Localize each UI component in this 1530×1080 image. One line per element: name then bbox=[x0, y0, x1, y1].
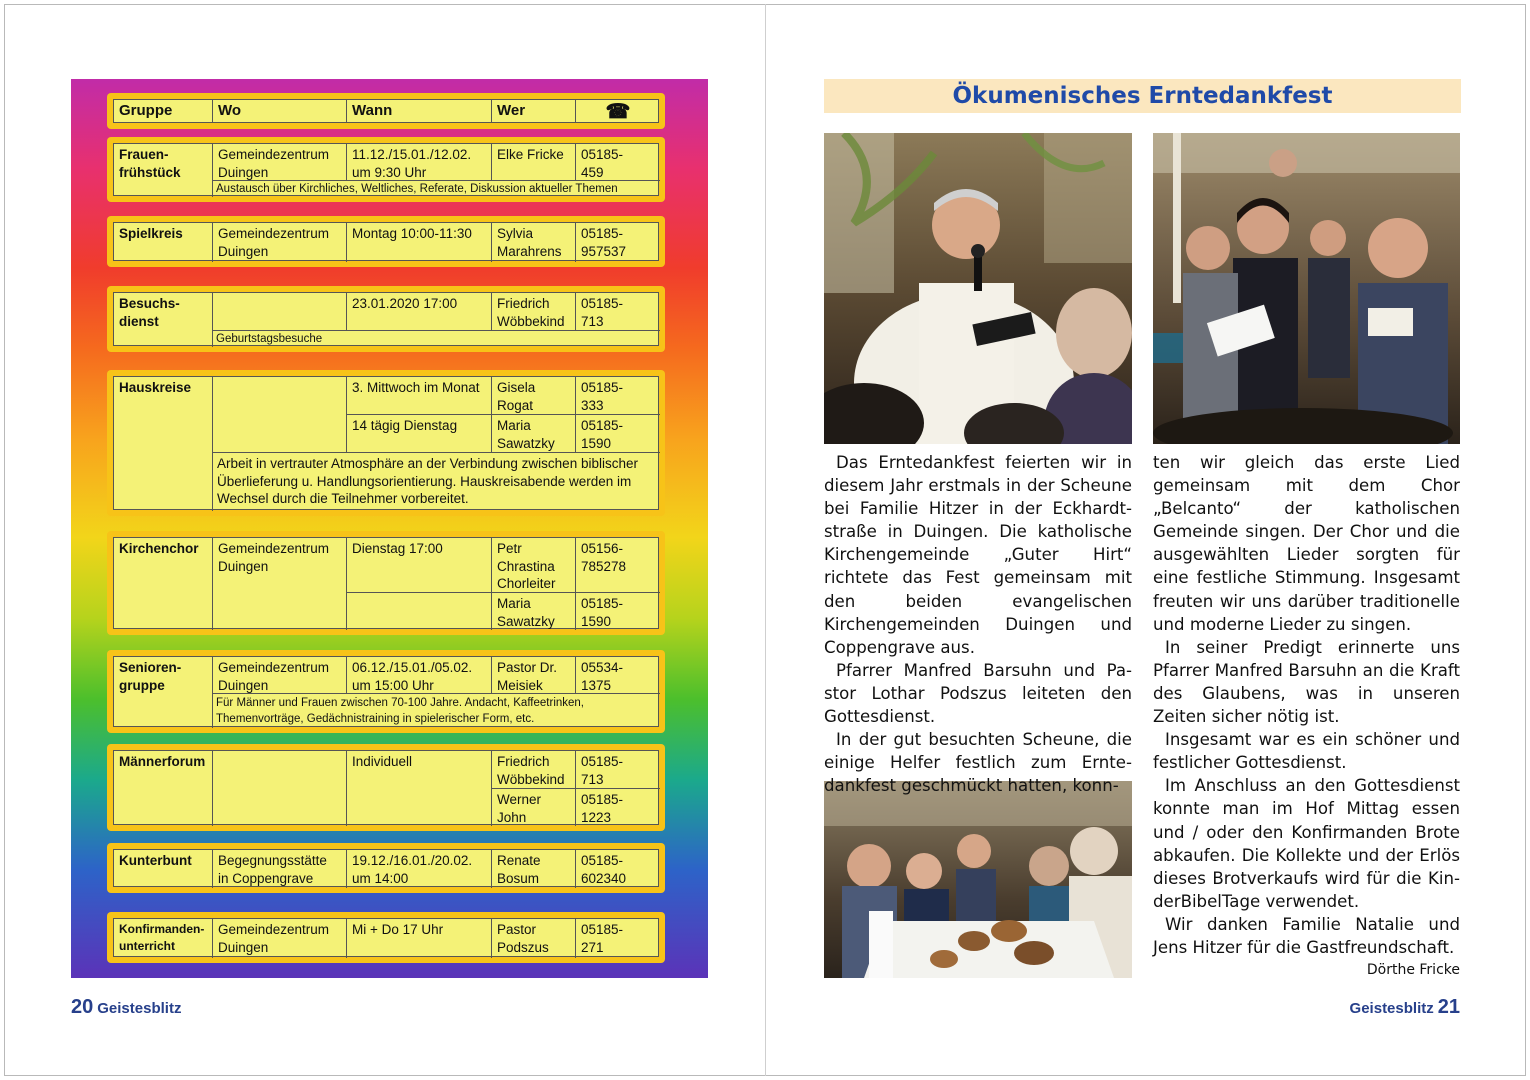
article-column-1 bbox=[824, 451, 1132, 797]
group-phone: 05534- 1375 bbox=[576, 657, 660, 694]
header-when: Wann bbox=[347, 100, 492, 122]
page-number-right: 21 bbox=[1437, 996, 1460, 1018]
header-who: Wer bbox=[492, 100, 576, 122]
group-name: Spielkreis bbox=[114, 223, 213, 262]
group-card-maennerforum bbox=[107, 744, 665, 831]
group-where: Gemeindezentrum Duingen bbox=[213, 144, 347, 181]
group-phone: 05185- 713 bbox=[576, 751, 660, 789]
photo-priest bbox=[824, 133, 1132, 444]
group-who: Petr Chrastina Chorleiter bbox=[492, 538, 576, 593]
group-who: Friedrich Wöbbekind bbox=[492, 293, 576, 331]
group-phone: 05185- 602340 bbox=[581, 853, 627, 886]
group-when: 19.12./16.01./20.02. um 14:00 bbox=[347, 850, 492, 888]
group-name: Kunterbunt bbox=[114, 850, 213, 888]
group-when: Individuell bbox=[347, 751, 492, 826]
footer-right bbox=[1350, 996, 1460, 1019]
article-paragraph: Das Erntedankfest feierten wir in diesem Jahr erstmals in der Scheune bei Familie Hitzer in der Eckhardtstraße in Duingen. Die katholische Kirchengemeinde „Guter Hirt“ richtete das Fest gemeinsam mit den beiden evangelischen Kirchengemeinden Duingen und Coppengrave aus. bbox=[824, 453, 1132, 657]
article-title: Ökumenisches Erntedankfest bbox=[952, 83, 1333, 109]
group-note: Für Männer und Frauen zwischen 70-100 Jahre. Andacht, Kaffeetrinken, Themenvorträge, Gedächnistraining in spielerischer Form, etc. bbox=[216, 697, 585, 725]
header-group: Gruppe bbox=[114, 100, 213, 122]
group-phone: 05185- 271 bbox=[581, 922, 624, 955]
group-when: Dienstag 17:00 bbox=[347, 538, 492, 593]
group-who-2: Maria Sawatzky bbox=[492, 415, 576, 453]
phone-icon: ☎ bbox=[605, 101, 631, 123]
group-where: Gemeindezentrum Duingen bbox=[213, 919, 347, 958]
table-header bbox=[113, 99, 659, 123]
group-card-hauskreise bbox=[107, 370, 665, 516]
group-where: Gemeindezentrum Duingen bbox=[213, 538, 347, 630]
photo-bread-sale bbox=[824, 781, 1132, 978]
group-card-konfirmandenunterricht bbox=[107, 912, 665, 963]
group-where: Gemeindezentrum Duingen bbox=[213, 223, 347, 262]
group-phone: 05185- 333 bbox=[576, 377, 660, 415]
header-phone bbox=[576, 100, 660, 122]
article-paragraph: In seiner Predigt erinnerte uns Pfarrer Manfred Barsuhn an die Kraft des Glaubens, was in unseren Zeiten sicher nötig ist. bbox=[1153, 637, 1460, 727]
article-paragraph: Insgesamt war es ein schöner und festlicher Gottesdienst. bbox=[1153, 730, 1460, 773]
group-who: Friedrich Wöbbekind bbox=[492, 751, 576, 789]
group-phone-2: 05185- 1590 bbox=[581, 596, 624, 629]
group-card-spielkreis bbox=[107, 216, 665, 267]
group-when: 11.12./15.01./12.02. um 9:30 Uhr bbox=[347, 144, 492, 181]
group-card-besuchsdienst bbox=[107, 286, 665, 352]
magazine-name-left: Geistesblitz bbox=[97, 1000, 182, 1017]
group-when: Montag 10:00-11:30 bbox=[347, 223, 492, 262]
group-phone: 05185- 459 bbox=[576, 144, 660, 181]
group-phone: 05156- 785278 bbox=[576, 538, 660, 593]
group-note: Austausch über Kirchliches, Weltliches, Referate, Diskussion aktueller Themen bbox=[216, 183, 618, 195]
group-when: 3. Mittwoch im Monat bbox=[347, 377, 492, 415]
group-when: 06.12./15.01./05.02. um 15:00 Uhr bbox=[347, 657, 492, 694]
article-column-2 bbox=[1153, 451, 1460, 959]
group-phone-2: 05185- 1590 bbox=[576, 415, 660, 453]
group-name: Hauskreise bbox=[114, 377, 213, 511]
group-where: Gemeindezentrum Duingen bbox=[213, 657, 347, 694]
group-who: Pastor Podszus bbox=[492, 919, 576, 958]
magazine-name-right: Geistesblitz bbox=[1349, 1000, 1434, 1017]
article-title-bar bbox=[824, 79, 1461, 113]
group-phone-2: 05185- 1223 bbox=[581, 792, 624, 825]
group-when-2-empty bbox=[347, 593, 492, 630]
group-name: Besuchs- dienst bbox=[114, 293, 213, 347]
table-header-card bbox=[107, 93, 665, 129]
group-when: 23.01.2020 17:00 bbox=[347, 293, 492, 331]
group-card-kunterbunt bbox=[107, 843, 665, 893]
group-who-2: Maria Sawatzky bbox=[492, 593, 576, 630]
group-who: Elke Fricke bbox=[492, 144, 576, 181]
group-where bbox=[213, 751, 347, 826]
group-name: Frauen- frühstück bbox=[114, 144, 213, 197]
group-who: Gisela Rogat bbox=[492, 377, 576, 415]
group-card-kirchenchor bbox=[107, 531, 665, 635]
group-name: Männerforum bbox=[114, 751, 213, 826]
page-number-left: 20 bbox=[71, 996, 94, 1018]
photo-choir bbox=[1153, 133, 1460, 444]
group-card-frauenfruehstueck bbox=[107, 137, 665, 202]
article-paragraph: Pfarrer Manfred Barsuhn und Pastor Lothar Podszus leiteten den Gottesdienst. bbox=[824, 660, 1132, 727]
article-author: Dörthe Fricke bbox=[1366, 962, 1460, 978]
group-phone: 05185- 957537 bbox=[581, 226, 627, 259]
header-where: Wo bbox=[213, 100, 347, 122]
group-where bbox=[213, 293, 347, 331]
page-spine bbox=[765, 4, 766, 1076]
group-note: Geburtstagsbesuche bbox=[216, 333, 323, 345]
group-name: Konfirmanden- unterricht bbox=[114, 919, 213, 958]
group-where: Begegnungsstätte in Coppengrave bbox=[213, 850, 347, 888]
group-when-2: 14 tägig Dienstag bbox=[347, 415, 492, 453]
article-paragraph: ten wir gleich das erste Lied gemeinsam mit dem Chor „Belcanto“ der katholischen Gemeinde singen. Der Chor und die ausgewählten Lieder sorgten für eine festliche Stimmung. Insgesamt freuten wir uns darüber traditionelle und moderne Lieder zu singen. bbox=[1153, 453, 1460, 634]
group-when: Mi + Do 17 Uhr bbox=[347, 919, 492, 958]
article-paragraph: Wir danken Familie Natalie und Jens Hitzer für die Gastfreundschaft. bbox=[1153, 914, 1460, 957]
group-name: Senioren- gruppe bbox=[114, 657, 213, 728]
article-paragraph: In der gut besuchten Scheune, die einige Helfer festlich zum Erntedankfest geschmückt hatten, konn- bbox=[824, 730, 1132, 796]
footer-left bbox=[71, 996, 181, 1019]
group-phone: 05185- 713 bbox=[576, 293, 660, 331]
group-where bbox=[213, 377, 347, 453]
group-card-seniorengruppe bbox=[107, 650, 665, 733]
article-paragraph: Im Anschluss an den Gottesdienst konnte man im Hof Mittag essen und / oder den Konfirmanden Brote abkaufen. Die Kollekte und der Erlös dieses Brotverkaufs wird für die KinderBibelTage verwendet. bbox=[1153, 776, 1460, 911]
group-name: Kirchenchor bbox=[114, 538, 213, 630]
group-who: Renate Bosum bbox=[492, 850, 576, 888]
group-who: Sylvia Marahrens bbox=[492, 223, 576, 262]
group-who-2: Werner John bbox=[492, 789, 576, 826]
group-note: Arbeit in vertrauter Atmosphäre an der Verbindung zwischen biblischer Überlieferung u. Handlungsorientierung. Hauskreisabende werden im Wechsel durch die Teilnehmer vorbereitet. bbox=[217, 456, 638, 506]
group-who: Pastor Dr. Meisiek bbox=[492, 657, 576, 694]
